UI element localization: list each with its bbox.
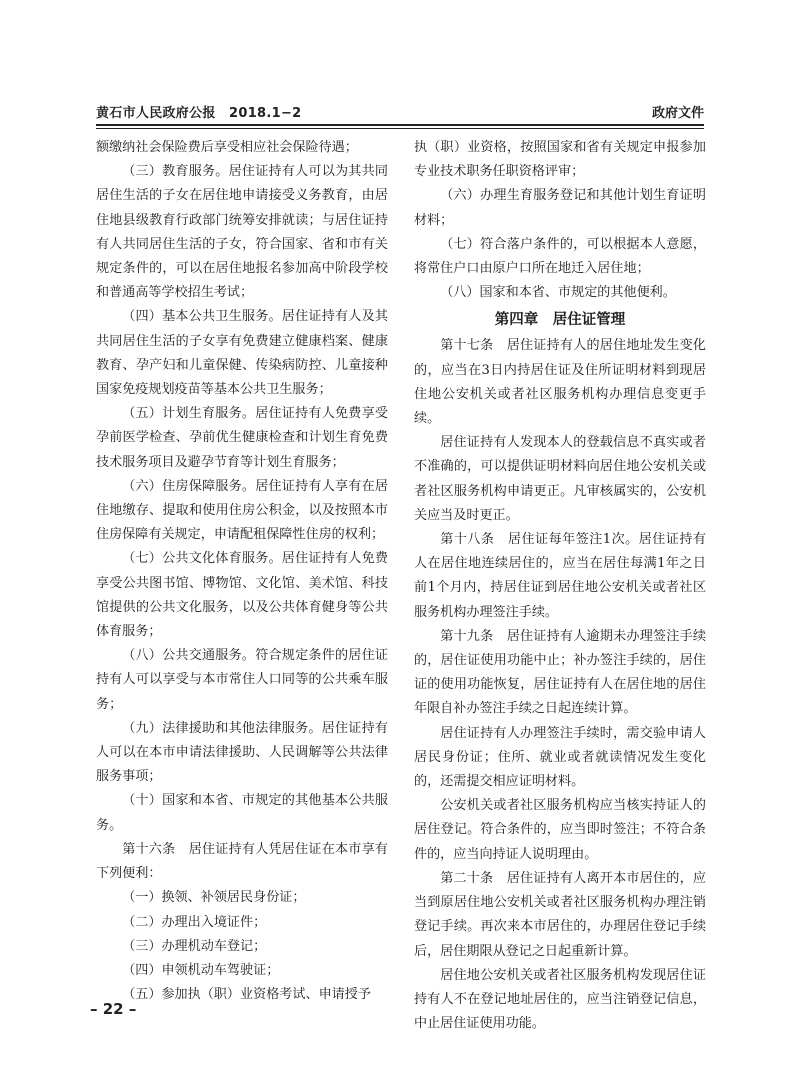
paragraph: （八）公共交通服务。符合规定条件的居住证持有人可以享受与本市常住人口同等的公共乘车服务；	[96, 648, 388, 712]
paragraph: 居住证持有人发现本人的登载信息不真实或者不准确的，可以提供证明材料向居住地公安机关或者社区服务机构申请更正。凡审核属实的，公安机关应当及时更正。	[414, 435, 706, 523]
header-rule-thick	[96, 124, 704, 126]
paragraph: 居住地公安机关或者社区服务机构发现居住证持有人不在登记地址居住的，应当注销登记信息，中止居住证使用功能。	[414, 967, 706, 1032]
list-item: （五）参加执（职）业资格考试、申请授予	[122, 987, 371, 1003]
paragraph: （七）公共文化体育服务。居住证持有人免费享受公共图书馆、博物馆、文化馆、美术馆、科技馆提供的公共文化服务，以及公共体育健身等公共体育服务；	[96, 551, 388, 640]
list-item: （二）办理出入境证件；	[122, 914, 267, 930]
paragraph: 额缴纳社会保险费后享受相应社会保险待遇；	[96, 140, 358, 155]
paragraph: （四）基本公共卫生服务。居住证持有人及其共同居住生活的子女享有免费建立健康档案、健康教育、孕产妇和儿童保健、传染病防控、儿童接种国家免疫规划疫苗等基本公共卫生服务；	[96, 309, 388, 398]
paragraph: 公安机关或者社区服务机构应当核实持证人的居住登记。符合条件的，应当即时签注；不符合条件的，应当向持证人说明理由。	[414, 798, 706, 862]
list-item: （三）办理机动车登记；	[122, 938, 267, 954]
journal-title: 黄石市人民政府公报 2018.1−2	[96, 106, 302, 121]
paragraph: （三）教育服务。居住证持有人可以为其共同居住生活的子女在居住地申请接受义务教育，由居住地县级教育行政部门统筹安排就读；与居住证持有人共同居住生活的子女，符合国家、省和市有关规定条件的，可以在居住地报名参加高中阶段学校和普通高等学校招生考试；	[96, 164, 388, 301]
list-item: （一）换领、补领居民身份证；	[122, 890, 306, 906]
right-column	[414, 136, 706, 1036]
section-label: 政府文件	[651, 106, 704, 121]
left-column	[96, 136, 388, 1007]
paragraph: （九）法律援助和其他法律服务。居住证持有人可以在本市申请法律援助、人民调解等公共法律服务事项；	[96, 720, 388, 785]
chapter-heading: 第四章 居住证管理	[494, 312, 626, 329]
header-rule-thin	[96, 128, 704, 129]
paragraph: 执（职）业资格，按照国家和省有关规定申报参加专业技术职务任职资格评审；	[414, 140, 706, 180]
article-18: 第十八条 居住证每年签注1次。居住证持有人在居住地连续居住的，应当在居住每满1年之日前1个月内，持居住证到居住地公安机关或者社区服务机构办理签注手续。	[414, 532, 706, 620]
list-item: （四）申领机动车驾驶证；	[122, 962, 280, 978]
list-item: （六）办理生育服务登记和其他计划生育证明材料；	[414, 188, 706, 228]
list-item: （七）符合落户条件的，可以根据本人意愿，将常住户口由原户口所在地迁入居住地；	[414, 236, 706, 277]
running-header	[96, 102, 704, 122]
article-17: 第十七条 居住证持有人的居住地址发生变化的，应当在3日内持居住证及住所证明材料到现居住地公安机关或者社区服务机构办理信息变更手续。	[414, 338, 706, 427]
list-item: （八）国家和本省、市规定的其他便利。	[440, 285, 676, 301]
paragraph: （五）计划生育服务。居住证持有人免费享受孕前医学检查、孕前优生健康检查和计划生育免费技术服务项目及避孕节育等计划生育服务；	[96, 406, 388, 470]
article-20: 第二十条 居住证持有人离开本市居住的，应当到原居住地公安机关或者社区服务机构办理注销登记手续。再次来本市居住的，办理居住登记手续后，居住期限从登记之日起重新计算。	[414, 870, 706, 959]
article-19: 第十九条 居住证持有人逾期未办理签注手续的，居住证使用功能中止；补办签注手续的，居住证的使用功能恢复，居住证持有人在居住地的居住年限自补办签注手续之日起连续计算。	[414, 628, 706, 717]
page-number: – 22 –	[90, 1000, 137, 1018]
paragraph: 居住证持有人办理签注手续时，需交验申请人居民身份证；住所、就业或者就读情况发生变化的，还需提交相应证明材料。	[414, 725, 706, 790]
paragraph: （十）国家和本省、市规定的其他基本公共服务。	[96, 793, 388, 833]
article-16: 第十六条 居住证持有人凭居住证在本市享有下列便利：	[96, 841, 388, 882]
paragraph: （六）住房保障服务。居住证持有人享有在居住地缴存、提取和使用住房公积金，以及按照本市住房保障有关规定，申请配租保障性住房的权利；	[96, 478, 388, 543]
